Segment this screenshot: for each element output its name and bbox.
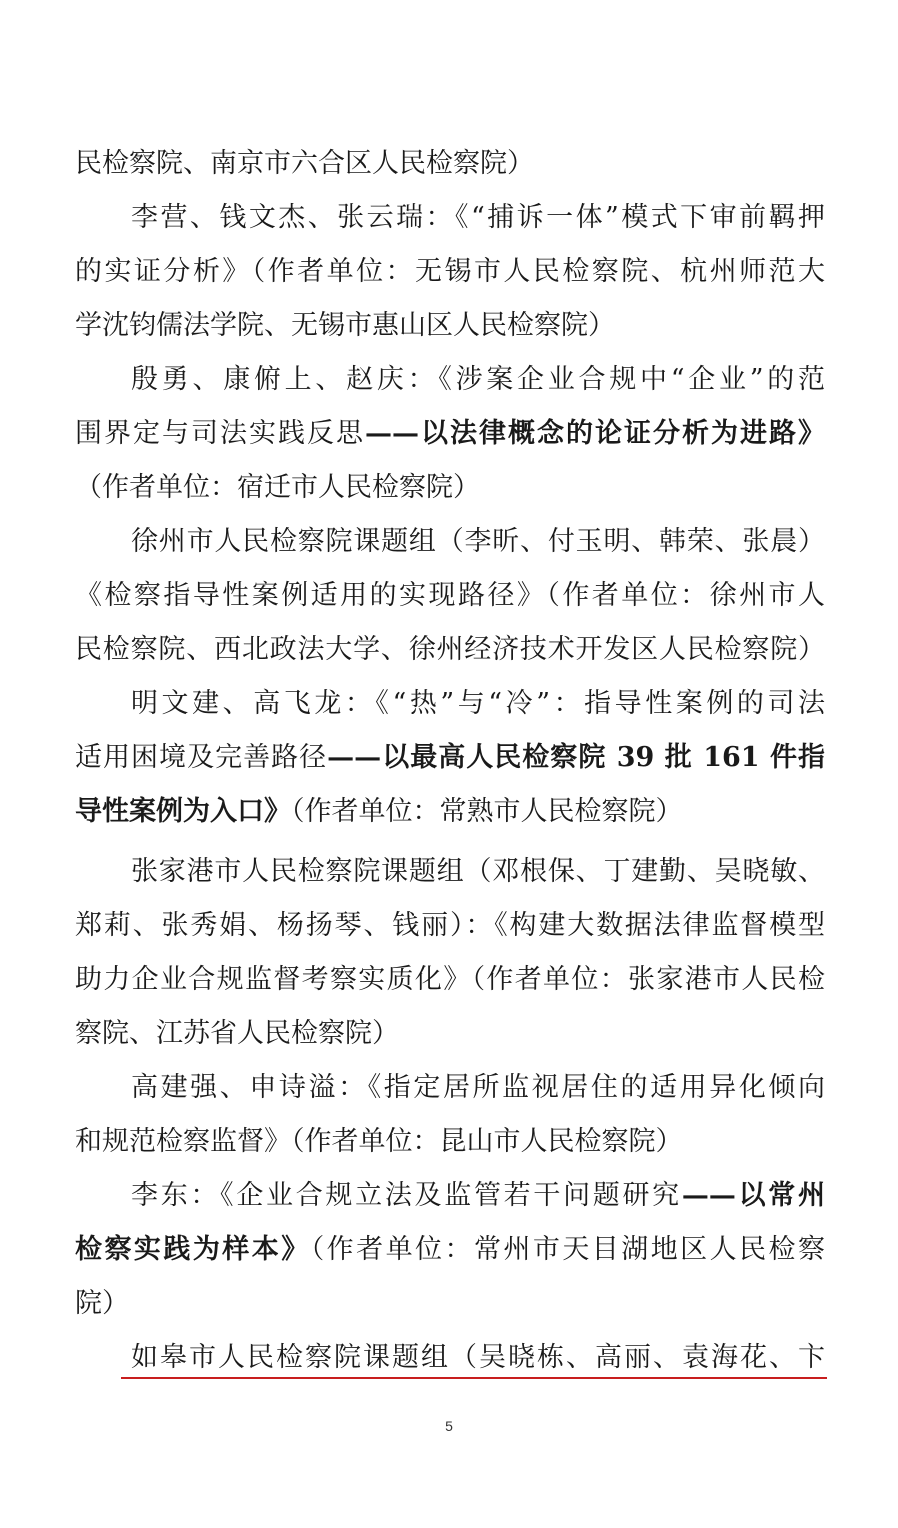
text-segment: （作者单位：常州市天目湖地区人民检察: [310, 1234, 825, 1265]
text-line-15: [75, 904, 825, 948]
text-segment: （作者单位：宿迁市人民检察院）: [75, 472, 480, 503]
text-segment-bold: ——以法律概念的论证分析为进路》: [365, 418, 825, 449]
text-line-13: [75, 790, 825, 834]
text-segment-bold: 检察实践为样本》: [75, 1234, 311, 1265]
text-line-16: [75, 958, 825, 1002]
text-segment: 和规范检察监督》（作者单位：昆山市人民检察院）: [75, 1126, 683, 1157]
text-line-14: [131, 850, 825, 894]
text-segment: 助力企业合规监督考察实质化》（作者单位：张家港市人民检: [75, 964, 825, 995]
text-segment: 李营、钱文杰、张云瑞：《“捕诉一体”模式下审前羁押: [131, 202, 825, 233]
text-segment: 学沈钧儒法学院、无锡市惠山区人民检察院）: [75, 310, 615, 341]
text-segment: （作者单位：常熟市人民检察院）: [291, 796, 683, 827]
text-segment: 适用困境及完善路径: [75, 742, 328, 773]
text-segment: 民检察院、南京市六合区人民检察院）: [75, 148, 534, 179]
text-line-10: [75, 628, 825, 672]
text-segment: 如皋市人民检察院课题组（吴晓栋、高丽、袁海花、卞: [131, 1342, 825, 1373]
text-segment: 民检察院、西北政法大学、徐州经济技术开发区人民检察院）: [75, 634, 825, 665]
text-segment-bold: ——以常州: [681, 1180, 825, 1211]
red-underline-annotation: [121, 1377, 827, 1379]
text-line-11: [131, 682, 825, 726]
text-segment: 《检察指导性案例适用的实现路径》（作者单位：徐州市人: [75, 580, 825, 611]
text-line-3: [75, 250, 825, 294]
text-line-5: [131, 358, 825, 402]
text-line-8: [131, 520, 825, 564]
text-segment-bold: 导性案例为入口》: [75, 796, 291, 827]
text-segment: 徐州市人民检察院课题组（李昕、付玉明、韩荣、张晨）: [131, 526, 825, 557]
text-segment: 郑莉、张秀娟、杨扬琴、钱丽）：《构建大数据法律监督模型: [75, 910, 825, 941]
text-line-23: [131, 1336, 825, 1380]
page-number: 5: [445, 1418, 453, 1434]
text-line-1: [75, 142, 825, 186]
text-segment: 殷勇、康俯上、赵庆：《涉案企业合规中“企业”的范: [131, 364, 825, 395]
text-segment: 围界定与司法实践反思: [75, 418, 365, 449]
text-segment: 张家港市人民检察院课题组（邓根保、丁建勤、吴晓敏、: [131, 856, 825, 887]
text-segment: 高建强、申诗溢：《指定居所监视居住的适用异化倾向: [131, 1072, 825, 1103]
text-line-12: [75, 736, 825, 780]
text-line-20: [131, 1174, 825, 1218]
text-line-7: [75, 466, 825, 510]
text-line-4: [75, 304, 825, 348]
text-segment-bold: ——以最高人民检察院 39 批 161 件指: [327, 742, 825, 773]
text-segment: 明文建、高飞龙：《“热”与“冷”：指导性案例的司法: [131, 688, 825, 719]
text-line-2: [131, 196, 825, 240]
text-line-9: [75, 574, 825, 618]
text-line-22: [75, 1282, 825, 1326]
text-segment: 的实证分析》（作者单位：无锡市人民检察院、杭州师范大: [75, 256, 825, 287]
text-segment: 察院、江苏省人民检察院）: [75, 1018, 399, 1049]
text-line-21: [75, 1228, 825, 1272]
text-segment: 李东：《企业合规立法及监管若干问题研究: [131, 1180, 682, 1211]
text-line-18: [131, 1066, 825, 1110]
text-segment: 院）: [75, 1288, 129, 1319]
text-line-6: [75, 412, 825, 456]
text-line-17: [75, 1012, 825, 1056]
text-line-19: [75, 1120, 825, 1164]
